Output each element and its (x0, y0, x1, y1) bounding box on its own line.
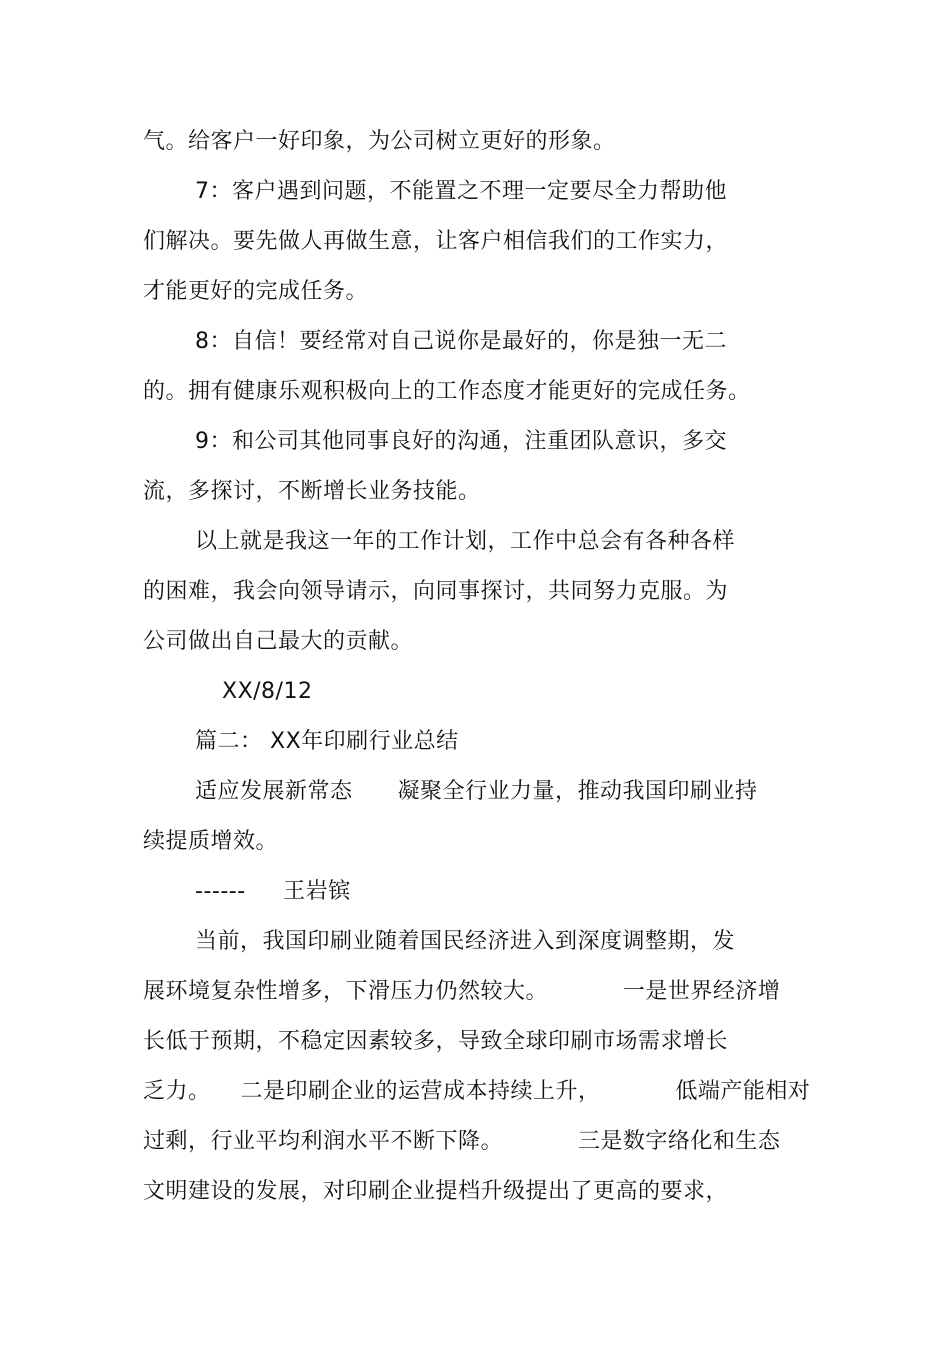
text-line: 过剩，行业平均利润水平不断下降。 三是数字络化和生态 (143, 1129, 781, 1154)
text-line: 以上就是我这一年的工作计划，工作中总会有各种各样 (195, 529, 736, 554)
author-line: ------ 王岩镔 (195, 879, 351, 904)
text-line: 当前，我国印刷业随着国民经济进入到深度调整期，发 (195, 929, 736, 954)
text-line: 9：和公司其他同事良好的沟通，注重团队意识，多交 (195, 429, 727, 454)
text-line: 7：客户遇到问题，不能置之不理一定要尽全力帮助他 (195, 179, 727, 204)
text-line: 才能更好的完成任务。 (143, 279, 369, 304)
text-line: 流，多探讨，不断增长业务技能。 (143, 479, 481, 504)
text-line: 公司做出自己最大的贡献。 (143, 629, 414, 654)
text-line: 展环境复杂性增多，下滑压力仍然较大。 一是世界经济增 (143, 979, 781, 1004)
date-line: XX/8/12 (222, 679, 313, 704)
text-line: 续提质增效。 (143, 829, 279, 854)
section-heading: 篇二： XX年印刷行业总结 (195, 729, 459, 754)
text-line: 长低于预期，不稳定因素较多，导致全球印刷市场需求增长 (143, 1029, 729, 1054)
text-line: 乏力。 二是印刷企业的运营成本持续上升， 低端产能相对 (143, 1079, 811, 1104)
text-line: 8：自信！要经常对自己说你是最好的，你是独一无二 (195, 329, 727, 354)
text-line: 气。给客户一好印象，为公司树立更好的形象。 (143, 129, 616, 154)
text-line: 的困难，我会向领导请示，向同事探讨，共同努力克服。为 (143, 579, 729, 604)
text-line: 们解决。要先做人再做生意，让客户相信我们的工作实力， (143, 229, 729, 254)
text-line: 文明建设的发展，对印刷企业提档升级提出了更高的要求， (143, 1179, 729, 1204)
text-line: 的。拥有健康乐观积极向上的工作态度才能更好的完成任务。 (143, 379, 751, 404)
text-line: 适应发展新常态 凝聚全行业力量，推动我国印刷业持 (195, 779, 758, 804)
